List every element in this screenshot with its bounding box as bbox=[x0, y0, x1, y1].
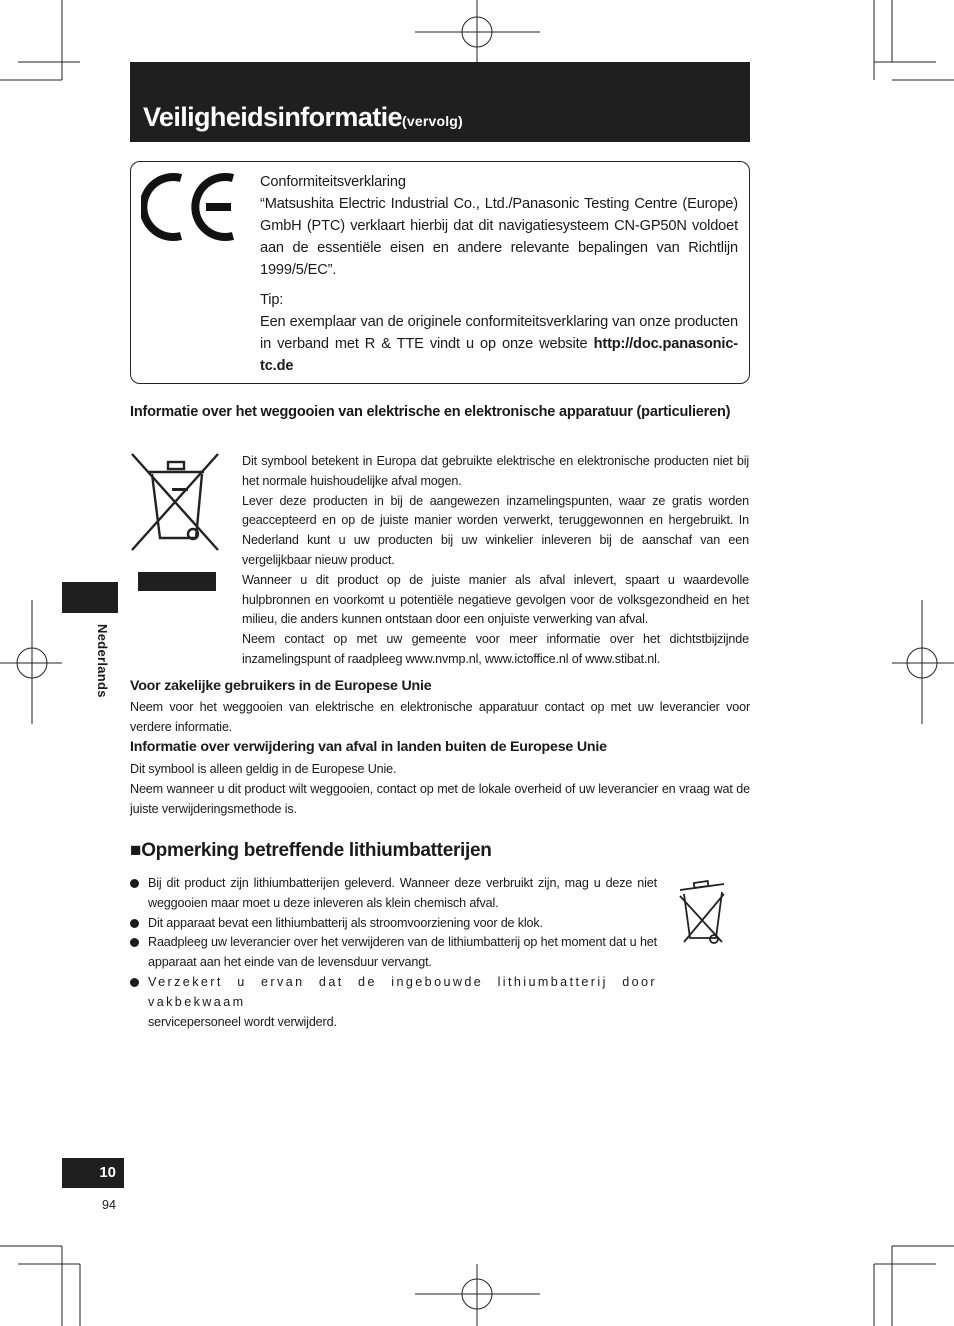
outside-eu-heading: Informatie over verwijdering van afval in landen buiten de Europese Unie bbox=[130, 739, 607, 755]
conformity-statement: “Matsushita Electric Industrial Co., Ltd./Panasonic Testing Centre (Europe) GmbH (PTC) verklaart hierbij dat dit navigatiesysteem CN-GP50N voldoet aan de essentiële eisen en andere relevante bepalingen van Richtlijn 1999/5/EC”. bbox=[260, 196, 738, 278]
title-suffix: (vervolg) bbox=[401, 113, 463, 129]
bullet-icon bbox=[130, 938, 139, 947]
list-item: Verzekert u ervan dat de ingebouwde lithiumbatterij door vakbekwaam servicepersoneel wordt verwijderd. bbox=[130, 973, 657, 1032]
disposal-paragraph: Neem contact op met uw gemeente voor meer informatie over het dichtstbijzijnde inzamelingspunt of raadpleeg www.nvmp.nl, www.ictoffice.nl of www.stibat.nl. bbox=[242, 632, 749, 666]
battery-list bbox=[130, 874, 657, 1032]
business-text: Neem voor het weggooien van elektrische en elektronische apparatuur contact op met uw leverancier voor verdere informatie. bbox=[130, 700, 750, 734]
conformity-heading: Conformiteitsverklaring bbox=[260, 174, 406, 190]
list-item: Raadpleeg uw leverancier over het verwijderen van de lithiumbatterij op het moment dat u het apparaat aan het einde van de levensduur vervangt. bbox=[130, 933, 657, 973]
conformity-box bbox=[130, 161, 750, 384]
disposal-paragraph: Wanneer u dit product op de juiste manier als afval inlevert, spaart u waardevolle hulpbronnen en voorkomt u potentiële negatieve gevolgen voor de volksgezondheid en het milieu, die anders kunnen ontstaan door een onjuiste verwerking van afval. bbox=[242, 572, 749, 627]
disposal-text bbox=[242, 452, 749, 670]
conformity-text bbox=[260, 171, 738, 377]
bullet-icon bbox=[130, 978, 139, 987]
language-tab bbox=[62, 582, 118, 613]
list-item: Bij dit product zijn lithiumbatterijen geleverd. Wanneer deze verbruikt zijn, mag u deze niet weggooien maar moet u deze inleveren als klein chemisch afval. bbox=[130, 874, 657, 914]
crossed-bin-icon bbox=[130, 452, 222, 592]
square-bullet-icon: ■ bbox=[130, 840, 142, 861]
page-number: 94 bbox=[102, 1198, 116, 1212]
ce-mark-icon bbox=[141, 172, 239, 242]
tip-text: Een exemplaar van de originele conformiteitsverklaring van onze producten in verband met R & TTE vindt u op onze website http://doc.panasonic-tc.de bbox=[260, 314, 738, 374]
battery-bin-icon bbox=[676, 880, 730, 946]
battery-heading: ■Opmerking betreffende lithiumbatterijen bbox=[130, 840, 492, 861]
bullet-icon bbox=[130, 879, 139, 888]
page-title: Veiligheidsinformatie(vervolg) bbox=[143, 102, 463, 132]
outside-eu-text: Dit symbool is alleen geldig in de Europese Unie. Neem wanneer u dit product wilt weggooien, contact op met de lokale overheid of uw leverancier en vraag wat de juiste verwijderingsmethode is. bbox=[130, 762, 750, 816]
section-page-badge: 10 bbox=[62, 1158, 124, 1188]
tip-label: Tip: bbox=[260, 292, 284, 308]
list-item: Dit apparaat bevat een lithiumbatterij als stroomvoorziening voor de klok. bbox=[130, 914, 657, 934]
tip-url-link[interactable]: http://doc.panasonic-tc.de bbox=[260, 336, 738, 374]
bullet-icon bbox=[130, 919, 139, 928]
business-heading: Voor zakelijke gebruikers in de Europese Unie bbox=[130, 678, 432, 694]
disposal-paragraph: Lever deze producten in bij de aangewezen inzamelingspunten, waar ze gratis worden geaccepteerd en op de juiste manier worden verwerkt, teruggewonnen en hergebruikt. In Nederland kunt u uw producten bij uw winkelier inleveren bij de aanschaf van een vergelijkbaar nieuw product. bbox=[242, 493, 749, 567]
language-label: Nederlands bbox=[95, 624, 110, 698]
disposal-paragraph: Dit symbool betekent in Europa dat gebruikte elektrische en elektronische producten niet bij het normale huishoudelijke afval mogen. bbox=[242, 454, 749, 488]
disposal-heading: Informatie over het weggooien van elektrische en elektronische apparatuur (particulieren) bbox=[130, 404, 731, 420]
page-header bbox=[130, 62, 750, 142]
